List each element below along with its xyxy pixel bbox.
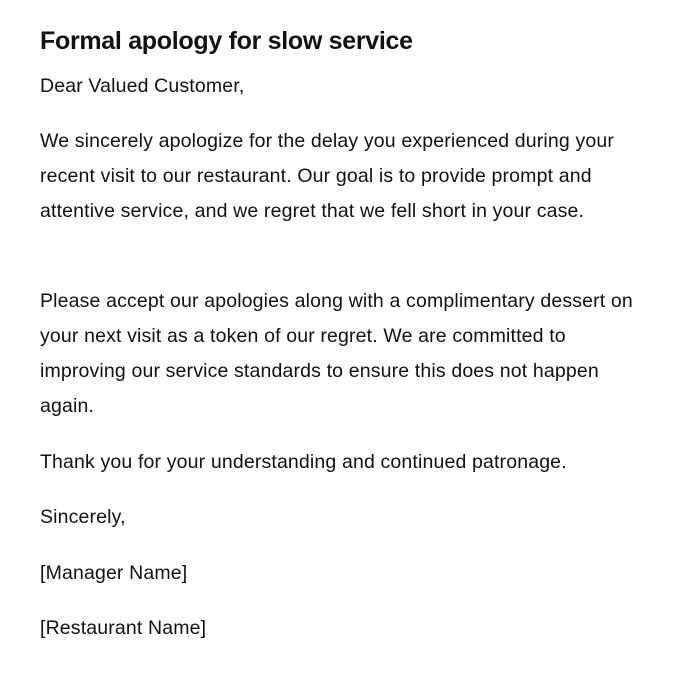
signature-restaurant-name: [Restaurant Name] — [40, 617, 207, 639]
document-title: Formal apology for slow service — [40, 27, 413, 55]
body-paragraph-3: Thank you for your understanding and continued patronage. — [40, 451, 567, 473]
signature-manager-name: [Manager Name] — [40, 562, 188, 584]
body-paragraph-1: We sincerely apologize for the delay you experienced during your recent visit to our restaurant. Our goal is to provide prompt and attentive service, and we regret that we fell short in your case. — [40, 130, 614, 222]
body-paragraph-2: Please accept our apologies along with a complimentary dessert on your next visit as a token of our regret. We are committed to improving our service standards to ensure this does not happen again. — [40, 290, 633, 417]
salutation: Dear Valued Customer, — [40, 75, 245, 97]
closing-line: Sincerely, — [40, 506, 126, 528]
